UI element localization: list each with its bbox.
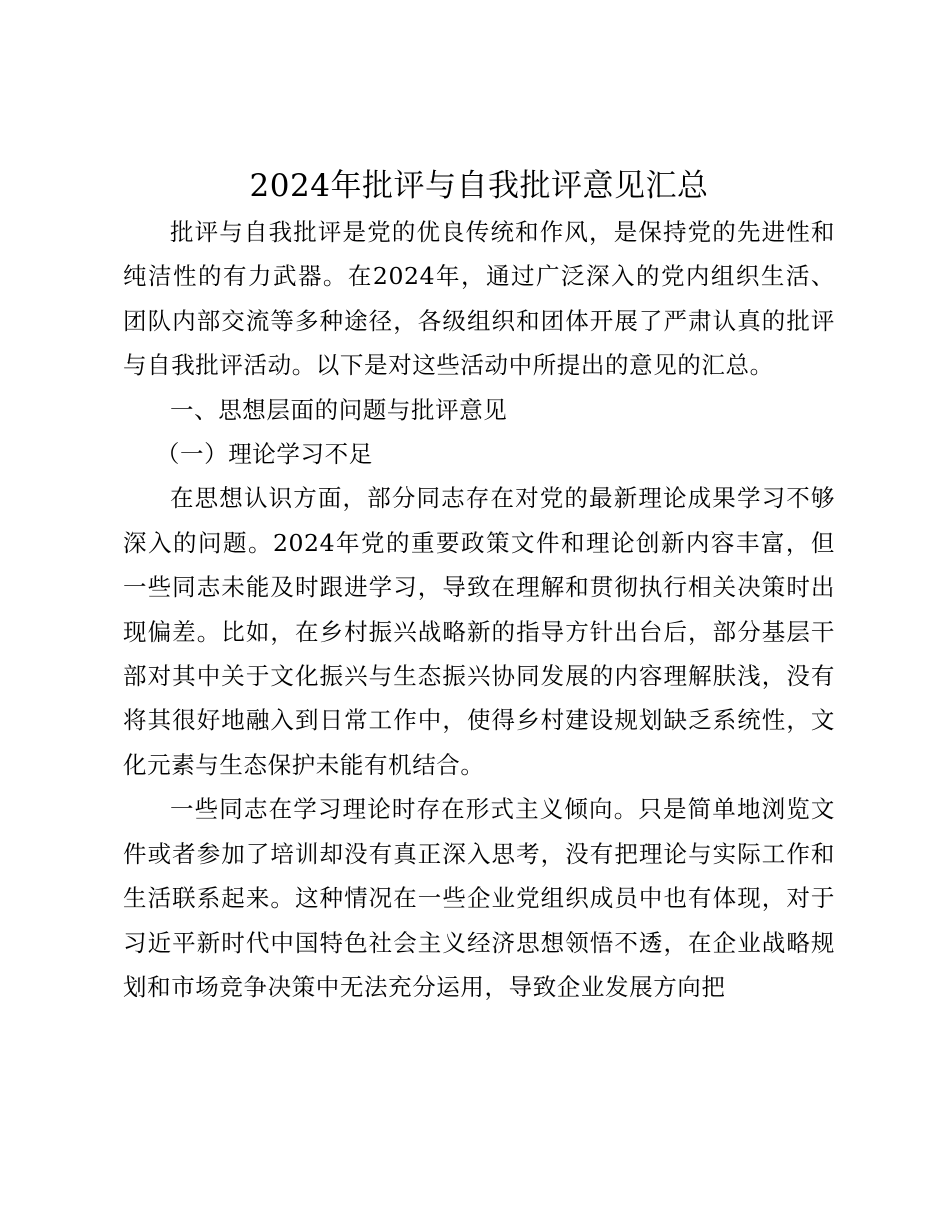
body-paragraph-2: 一些同志在学习理论时存在形式主义倾向。只是简单地浏览文件或者参加了培训却没有真正深入思考，没有把理论与实际工作和生活联系起来。这种情况在一些企业党组织成员中也有体现，对于习近平新时代中国特色社会主义经济思想领悟不透，在企业战略规划和市场竞争决策中无法充分运用，导致企业发展方向把 <box>123 795 835 1001</box>
subsection-heading-theory-study: （一）理论学习不足 <box>155 440 373 469</box>
intro-paragraph: 批评与自我批评是党的优良传统和作风，是保持党的先进性和纯洁性的有力武器。在2024年，通过广泛深入的党内组织生活、团队内部交流等多种途径，各级组织和团体开展了严肃认真的批评与自我批评活动。以下是对这些活动中所提出的意见的汇总。 <box>123 218 835 380</box>
body-paragraph-1: 在思想认识方面，部分同志存在对党的最新理论成果学习不够深入的问题。2024年党的重要政策文件和理论创新内容丰富，但一些同志未能及时跟进学习，导致在理解和贯彻执行相关决策时出现偏差。比如，在乡村振兴战略新的指导方针出台后，部分基层干部对其中关于文化振兴与生态振兴协同发展的内容理解肤浅，没有将其很好地融入到日常工作中，使得乡村建设规划缺乏系统性，文化元素与生态保护未能有机结合。 <box>123 484 835 779</box>
document-body <box>123 162 835 1009</box>
document-title: 2024年批评与自我批评意见汇总 <box>249 168 709 204</box>
section-heading-ideology: 一、思想层面的问题与批评意见 <box>170 395 508 424</box>
